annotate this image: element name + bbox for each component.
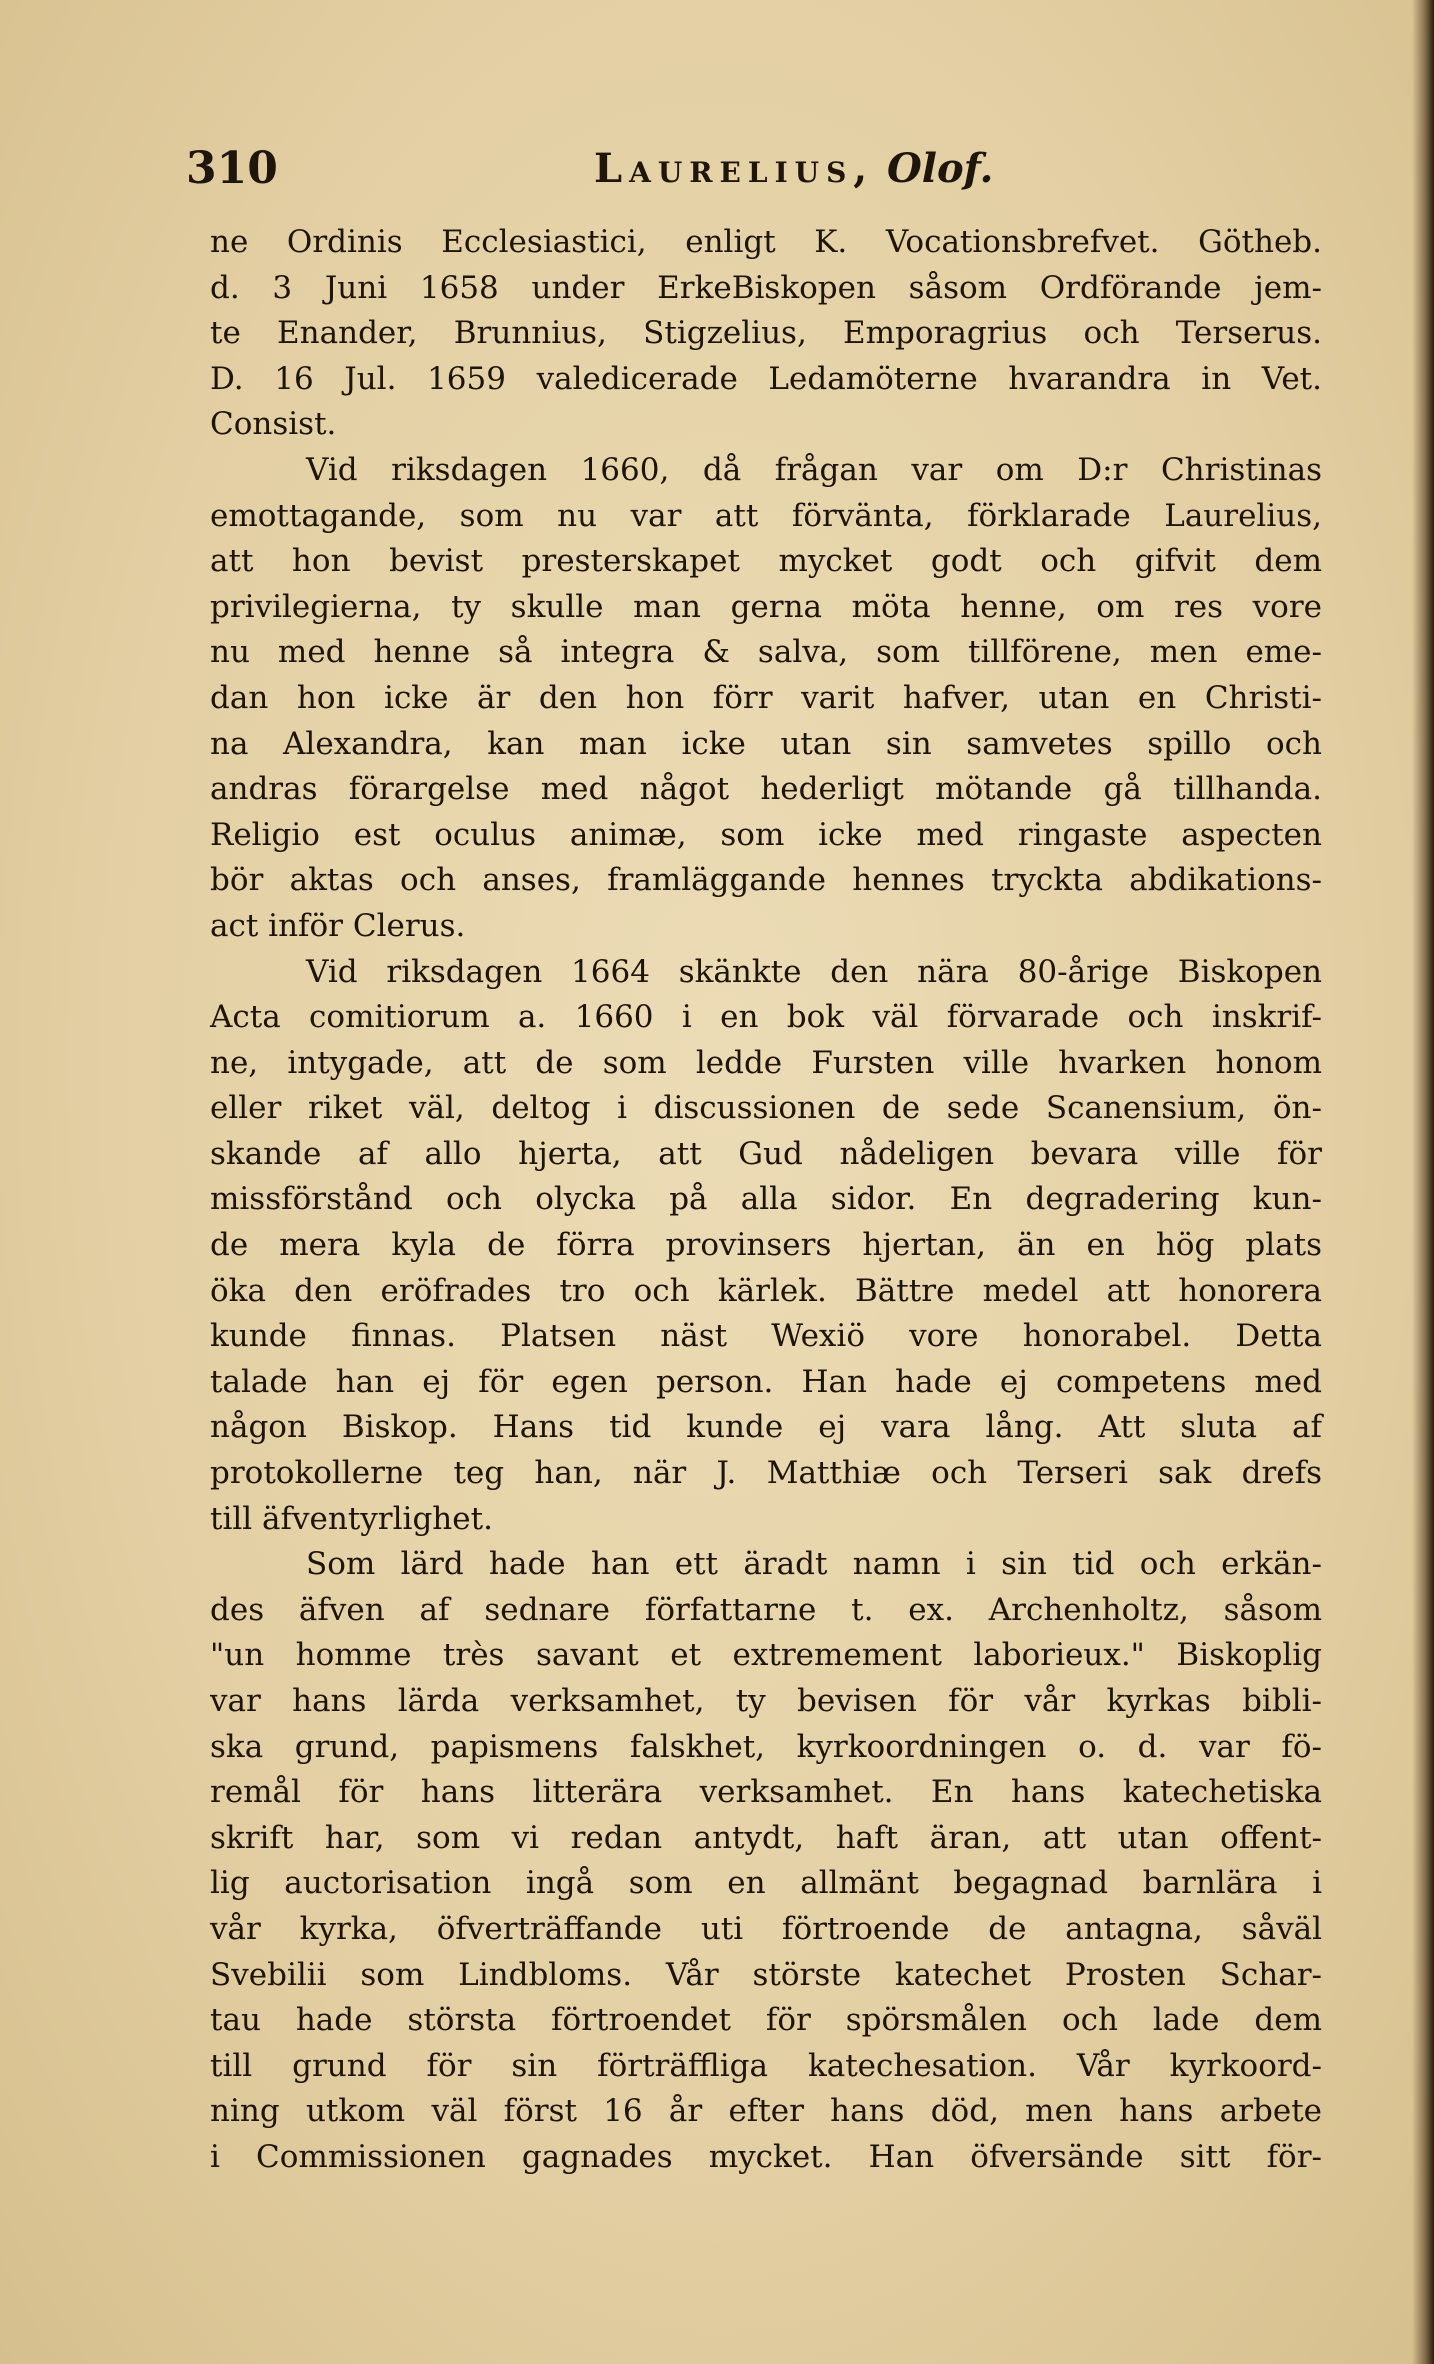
book-spine-shadow (1412, 0, 1434, 2364)
text-line: emottagande, som nu var att förvänta, förklarade Laurelius, (210, 497, 1322, 534)
page-number: 310 (186, 143, 278, 194)
text-line: till grund för sin förträffliga katechesation. Vår kyrkoord- (210, 2047, 1322, 2084)
text-line: eller riket väl, deltog i discussionen de sede Scanensium, ön- (210, 1090, 1322, 1127)
text-line: till äfventyrlighet. (210, 1500, 493, 1537)
text-line: des äfven af sednare författarne t. ex. Archenholtz, såsom (210, 1591, 1322, 1628)
text-line: d. 3 Juni 1658 under ErkeBiskopen såsom Ordförande jem- (210, 269, 1322, 306)
text-line: öka den eröfrades tro och kärlek. Bättre medel att honorera (210, 1272, 1322, 1309)
text-line: Vid riksdagen 1660, då frågan var om D:r Christinas (306, 451, 1322, 488)
text-line: skrift har, som vi redan antydt, haft äran, att utan offent- (210, 1819, 1322, 1856)
body-text (210, 220, 1322, 2181)
text-line: Vid riksdagen 1664 skänkte den nära 80-årige Biskopen (306, 953, 1322, 990)
text-line: te Enander, Brunnius, Stigzelius, Emporagrius och Terserus. (210, 315, 1322, 352)
text-line: Religio est oculus animæ, som icke med ringaste aspecten (210, 816, 1322, 853)
text-line: lig auctorisation ingå som en allmänt begagnad barnlära i (210, 1865, 1322, 1902)
running-head (594, 138, 993, 200)
text-line: Consist. (210, 406, 337, 443)
paragraph (210, 448, 1322, 950)
text-line: D. 16 Jul. 1659 valedicerade Ledamöterne hvarandra in Vet. (210, 360, 1322, 397)
text-line: na Alexandra, kan man icke utan sin samvetes spillo och (210, 725, 1322, 762)
text-line: tau hade största förtroendet för spörsmålen och lade dem (210, 2002, 1322, 2039)
text-line: missförstånd och olycka på alla sidor. En degradering kun- (210, 1181, 1322, 1218)
text-line: dan hon icke är den hon förr varit hafver, utan en Christi- (210, 679, 1322, 716)
paragraph (210, 220, 1322, 448)
text-line: "un homme très savant et extremement laborieux." Biskoplig (210, 1637, 1322, 1674)
text-line: remål för hans litterära verksamhet. En hans katechetiska (210, 1774, 1322, 1811)
text-line: nu med henne så integra & salva, som tillförene, men eme- (210, 634, 1322, 671)
text-line: Svebilii som Lindbloms. Vår störste katechet Prosten Schar- (210, 1956, 1322, 1993)
text-line: var hans lärda verksamhet, ty bevisen för vår kyrkas bibli- (210, 1683, 1322, 1719)
text-line: skande af allo hjerta, att Gud nådeligen bevara ville för (210, 1135, 1322, 1172)
running-head-surname: Laurelius, (594, 145, 875, 192)
text-line: andras förargelse med något hederligt mötande gå tillhanda. (210, 771, 1322, 808)
page-header (186, 138, 1306, 200)
text-line: protokollerne teg han, när J. Matthiæ och Terseri sak drefs (210, 1455, 1322, 1492)
running-head-given-name: Olof. (886, 145, 994, 192)
text-line: Som lärd hade han ett äradt namn i sin tid och erkän- (306, 1546, 1322, 1583)
text-line: privilegierna, ty skulle man gerna möta henne, om res vore (210, 588, 1322, 625)
text-line: att hon bevist presterskapet mycket godt och gifvit dem (210, 543, 1322, 580)
text-line: ning utkom väl först 16 år efter hans död, men hans arbete (210, 2093, 1322, 2130)
text-line: ne Ordinis Ecclesiastici, enligt K. Vocationsbrefvet. Götheb. (210, 224, 1322, 260)
text-line: talade han ej för egen person. Han hade ej competens med (210, 1363, 1322, 1400)
text-line: ska grund, papismens falskhet, kyrkoordningen o. d. var fö- (210, 1728, 1322, 1765)
text-line: ne, intygade, att de som ledde Fursten ville hvarken honom (210, 1044, 1322, 1081)
text-line: vår kyrka, öfverträffande uti förtroende de antagna, såväl (210, 1910, 1322, 1947)
text-line: kunde finnas. Platsen näst Wexiö vore honorabel. Detta (210, 1318, 1322, 1355)
text-line: act inför Clerus. (210, 907, 466, 944)
paragraph (210, 1542, 1322, 2180)
paragraph (210, 950, 1322, 1543)
text-line: i Commissionen gagnades mycket. Han öfversände sitt för- (210, 2138, 1322, 2175)
text-line: bör aktas och anses, framläggande hennes tryckta abdikations- (210, 862, 1322, 899)
text-line: de mera kyla de förra provinsers hjertan, än en hög plats (210, 1227, 1322, 1264)
text-line: någon Biskop. Hans tid kunde ej vara lång. Att sluta af (210, 1409, 1322, 1446)
text-line: Acta comitiorum a. 1660 i en bok väl förvarade och inskrif- (210, 999, 1322, 1036)
